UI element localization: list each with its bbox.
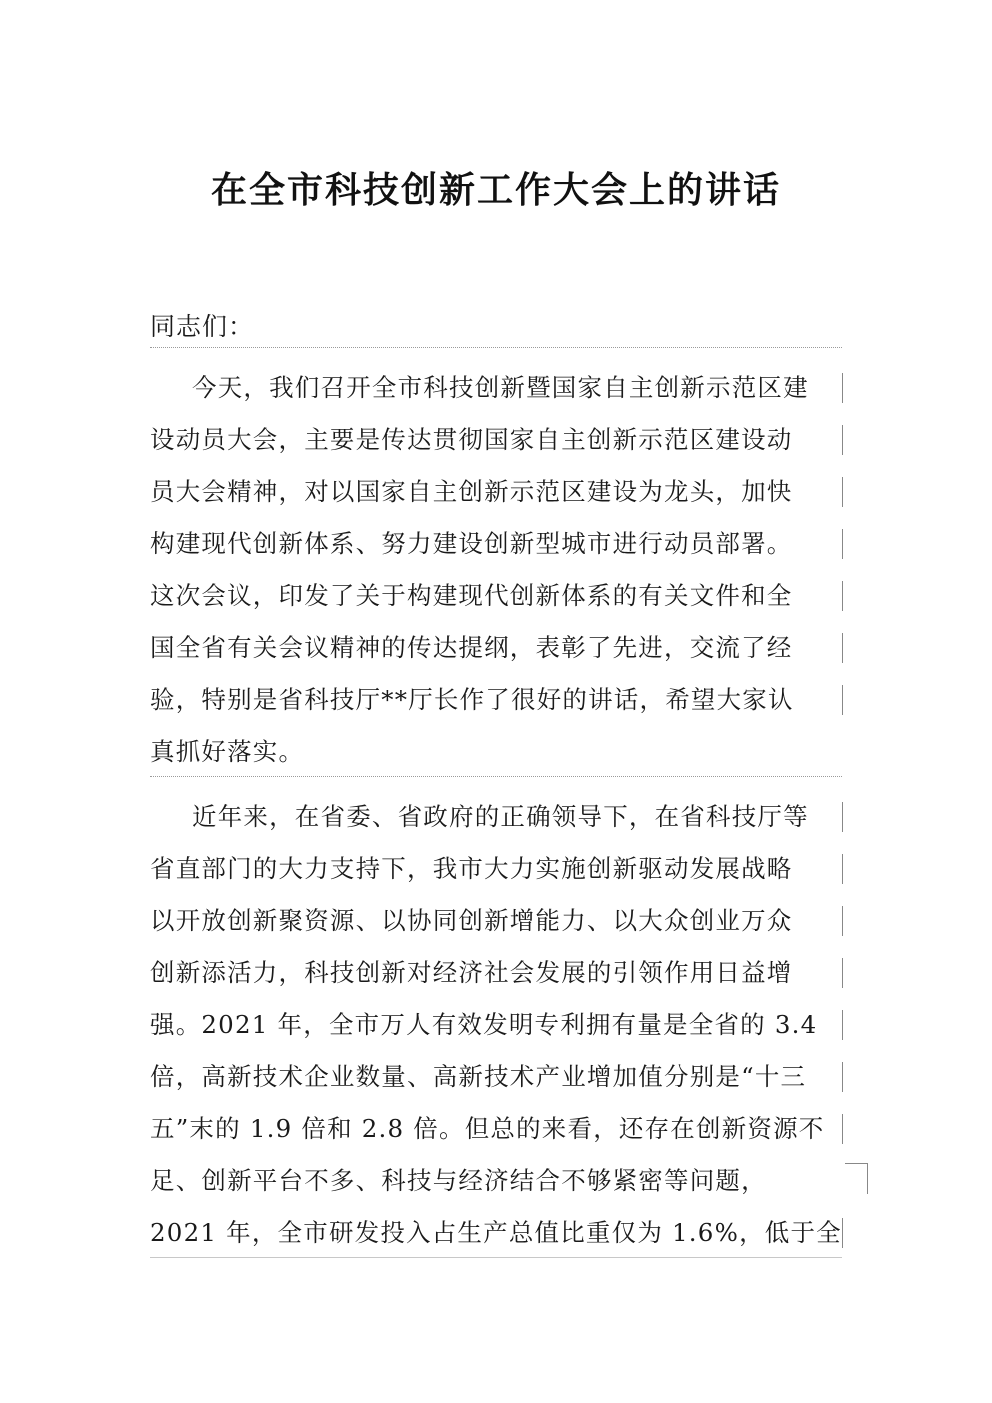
paragraph-line: 以开放创新聚资源、以协同创新增能力、以大众创业万众: [150, 906, 793, 935]
divider: [150, 776, 842, 777]
margin-mark: [842, 425, 843, 455]
paragraph-line: 2021 年，全市研发投入占生产总值比重仅为 1.6%，低于全: [150, 1218, 842, 1247]
paragraph-line: 构建现代创新体系、努力建设创新型城市进行动员部署。: [150, 529, 793, 558]
paragraph-line: 五”末的 1.9 倍和 2.8 倍。但总的来看，还存在创新资源不: [150, 1114, 825, 1143]
paragraph-line: 省直部门的大力支持下，我市大力实施创新驱动发展战略: [150, 854, 793, 883]
margin-mark: [842, 685, 843, 715]
paragraph-line: 足、创新平台不多、科技与经济结合不够紧密等问题，: [150, 1166, 767, 1195]
margin-mark: [842, 1114, 843, 1144]
margin-mark: [842, 854, 843, 884]
paragraph-line: 创新添活力，科技创新对经济社会发展的引领作用日益增: [150, 958, 793, 987]
paragraph-line: 员大会精神，对以国家自主创新示范区建设为龙头，加快: [150, 477, 793, 506]
salutation: 同志们：: [150, 312, 255, 341]
document-title: 在全市科技创新工作大会上的讲话: [210, 170, 781, 211]
paragraph-1: [150, 362, 842, 778]
margin-mark: [842, 477, 843, 507]
paragraph-line: 倍，高新技术企业数量、高新技术产业增加值分别是“十三: [150, 1062, 807, 1091]
paragraph-line: 设动员大会，主要是传达贯彻国家自主创新示范区建设动: [150, 425, 793, 454]
divider: [150, 347, 842, 348]
margin-mark: [842, 802, 843, 832]
paragraph-line: 近年来，在省委、省政府的正确领导下，在省科技厅等: [192, 802, 809, 831]
margin-mark: [842, 633, 843, 663]
paragraph-line: 这次会议，印发了关于构建现代创新体系的有关文件和全: [150, 581, 793, 610]
paragraph-line: 验，特别是省科技厅**厅长作了很好的讲话，希望大家认: [150, 685, 794, 714]
margin-mark: [842, 529, 843, 559]
paragraph-line: 强。2021 年，全市万人有效发明专利拥有量是全省的 3.4: [150, 1010, 818, 1039]
margin-mark: [842, 373, 843, 403]
paragraph-line: 今天，我们召开全市科技创新暨国家自主创新示范区建: [192, 373, 809, 402]
margin-mark: [842, 1010, 843, 1040]
page-bottom-line: [150, 1257, 842, 1258]
margin-corner-mark: [845, 1163, 868, 1194]
margin-mark: [842, 958, 843, 988]
margin-mark: [842, 906, 843, 936]
paragraph-line: 真抓好落实。: [150, 737, 305, 766]
margin-mark: [842, 1062, 843, 1092]
margin-mark: [842, 581, 843, 611]
margin-mark: [842, 1218, 843, 1248]
paragraph-2: [150, 791, 842, 1259]
paragraph-line: 国全省有关会议精神的传达提纲，表彰了先进，交流了经: [150, 633, 793, 662]
